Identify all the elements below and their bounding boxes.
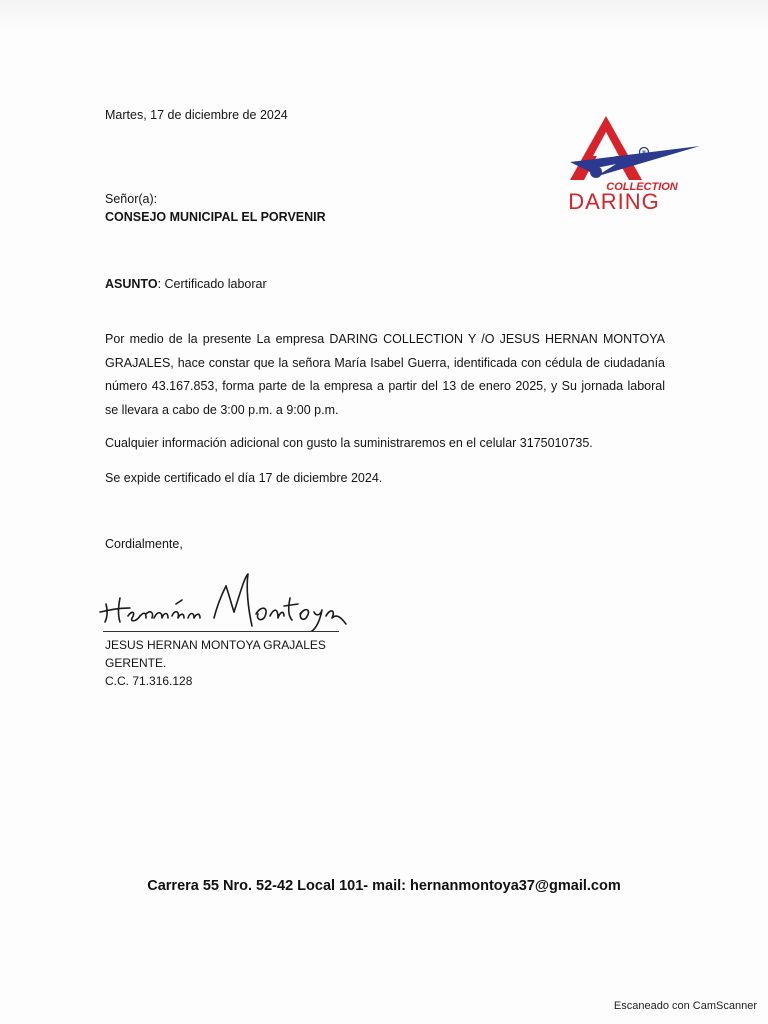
scanner-watermark: Escaneado con CamScanner bbox=[613, 1000, 757, 1012]
body-paragraph-1: Por medio de la presente La empresa DARING COLLECTION Y /O JESUS HERNAN MONTOYA GRAJALES, hace constar que la señora María Isabel Guerra, identificada con cédula de ciudadanía número 43.167.853, forma parte de la empresa a partir del 13 de enero 2025, y Su jornada laboral se llevara a cabo de 3:00 p.m. a 9:00 p.m. bbox=[105, 332, 665, 417]
logo-brand-text: DARING bbox=[568, 189, 660, 214]
signature-line bbox=[103, 631, 339, 632]
daring-collection-logo bbox=[556, 112, 704, 214]
signer-id: C.C. 71.316.128 bbox=[105, 674, 193, 688]
logo-graphic-icon bbox=[556, 112, 704, 214]
signer-title: GERENTE. bbox=[105, 656, 167, 670]
signer-name: JESUS HERNAN MONTOYA GRAJALES bbox=[105, 638, 326, 652]
body-paragraph-2: Cualquier información adicional con gusto la suministraremos en el celular 3175010735. bbox=[105, 436, 593, 450]
registered-mark: ® bbox=[641, 150, 647, 157]
subject-label: ASUNTO bbox=[105, 277, 158, 291]
addressee-salutation: Señor(a): bbox=[105, 192, 158, 206]
subject-line bbox=[105, 277, 267, 291]
closing-text: Cordialmente, bbox=[105, 537, 183, 551]
letter-date: Martes, 17 de diciembre de 2024 bbox=[105, 108, 288, 122]
signer-block bbox=[105, 636, 326, 690]
handwritten-signature bbox=[96, 568, 356, 632]
addressee-block bbox=[105, 190, 326, 226]
scan-edge-shadow bbox=[0, 0, 768, 34]
letter-footer-address: Carrera 55 Nro. 52-42 Local 101- mail: hernanmontoya37@gmail.com bbox=[147, 878, 621, 894]
body-paragraph-3: Se expide certificado el día 17 de diciembre 2024. bbox=[105, 471, 383, 485]
logo-collection-text: COLLECTION bbox=[606, 181, 678, 193]
signature-icon bbox=[96, 568, 356, 632]
addressee-organization: CONSEJO MUNICIPAL EL PORVENIR bbox=[105, 210, 326, 224]
subject-text: : Certificado laborar bbox=[157, 277, 267, 291]
